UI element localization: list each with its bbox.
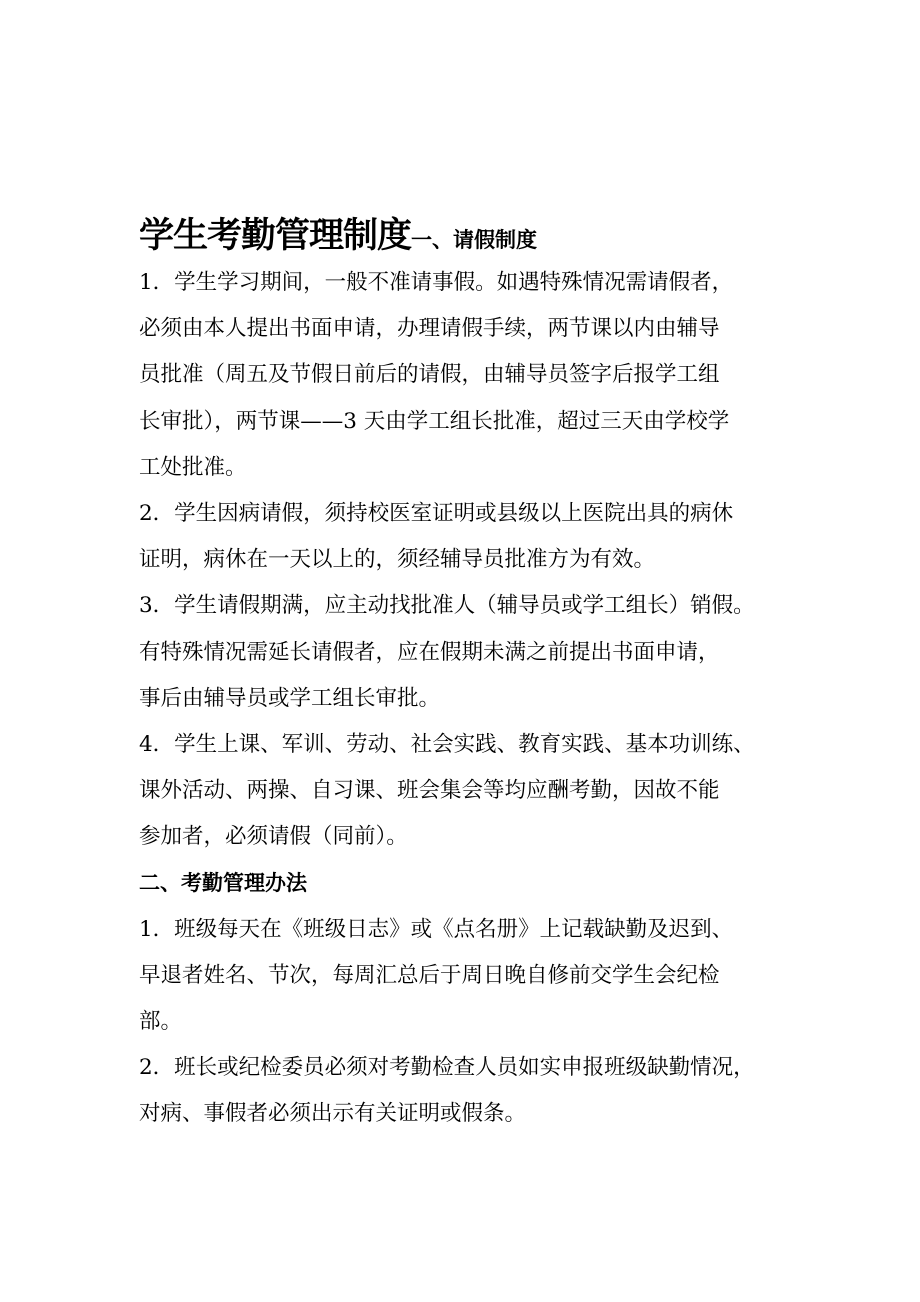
section2-heading: 二、考勤管理办法 <box>139 871 307 896</box>
paragraph-line: 参加者，必须请假（同前）。 <box>139 824 408 850</box>
section1-item-2 <box>139 491 804 583</box>
paragraph-line: 长审批），两节课——3 天由学工组长批准，超过三天由学校学 <box>139 408 730 434</box>
document-title: 学生考勤管理制度 <box>139 216 412 256</box>
title-line <box>139 212 804 260</box>
paragraph-line: 早退者姓名、节次，每周汇总后于周日晚自修前交学生会纪检 <box>139 962 720 988</box>
paragraph-line: 事后由辅导员或学工组长审批。 <box>139 685 441 711</box>
paragraph-line: 工处批准。 <box>139 454 247 480</box>
section1-item-1 <box>139 260 804 491</box>
paragraph-line: 对病、事假者必须出示有关证明或假条。 <box>139 1101 527 1127</box>
paragraph-line: 2．学生因病请假，须持校医室证明或县级以上医院出具的病休 <box>139 500 734 526</box>
paragraph-line: 证明，病休在一天以上的，须经辅导员批准方为有效。 <box>139 547 656 573</box>
paragraph-line: 2．班长或纪检委员必须对考勤检查人员如实申报班级缺勤情况， <box>139 1055 755 1081</box>
paragraph-line: 有特殊情况需延长请假者，应在假期未满之前提出书面申请， <box>139 639 720 665</box>
paragraph-line: 4．学生上课、军训、劳动、社会实践、教育实践、基本功训练、 <box>139 731 755 757</box>
paragraph-line: 课外活动、两操、自习课、班会集会等均应酬考勤，因故不能 <box>139 778 720 804</box>
paragraph-line: 员批准（周五及节假日前后的请假，由辅导员签字后报学工组 <box>139 362 720 388</box>
section1-item-4 <box>139 722 804 861</box>
paragraph-line: 必须由本人提出书面申请，办理请假手续，两节课以内由辅导 <box>139 316 720 342</box>
paragraph-line: 1．班级每天在《班级日志》或《点名册》上记载缺勤及迟到、 <box>139 916 734 942</box>
section2-item-2 <box>139 1045 804 1137</box>
section1-item-3 <box>139 583 804 722</box>
document-body <box>139 212 804 1138</box>
paragraph-line: 1．学生学习期间，一般不准请事假。如遇特殊情况需请假者， <box>139 270 734 295</box>
paragraph-line: 3．学生请假期满，应主动找批准人（辅导员或学工组长）销假。 <box>139 593 755 619</box>
section1-heading: 一、请假制度 <box>411 228 538 252</box>
section2-item-1 <box>139 907 804 1046</box>
paragraph-line: 部。 <box>139 1009 183 1034</box>
